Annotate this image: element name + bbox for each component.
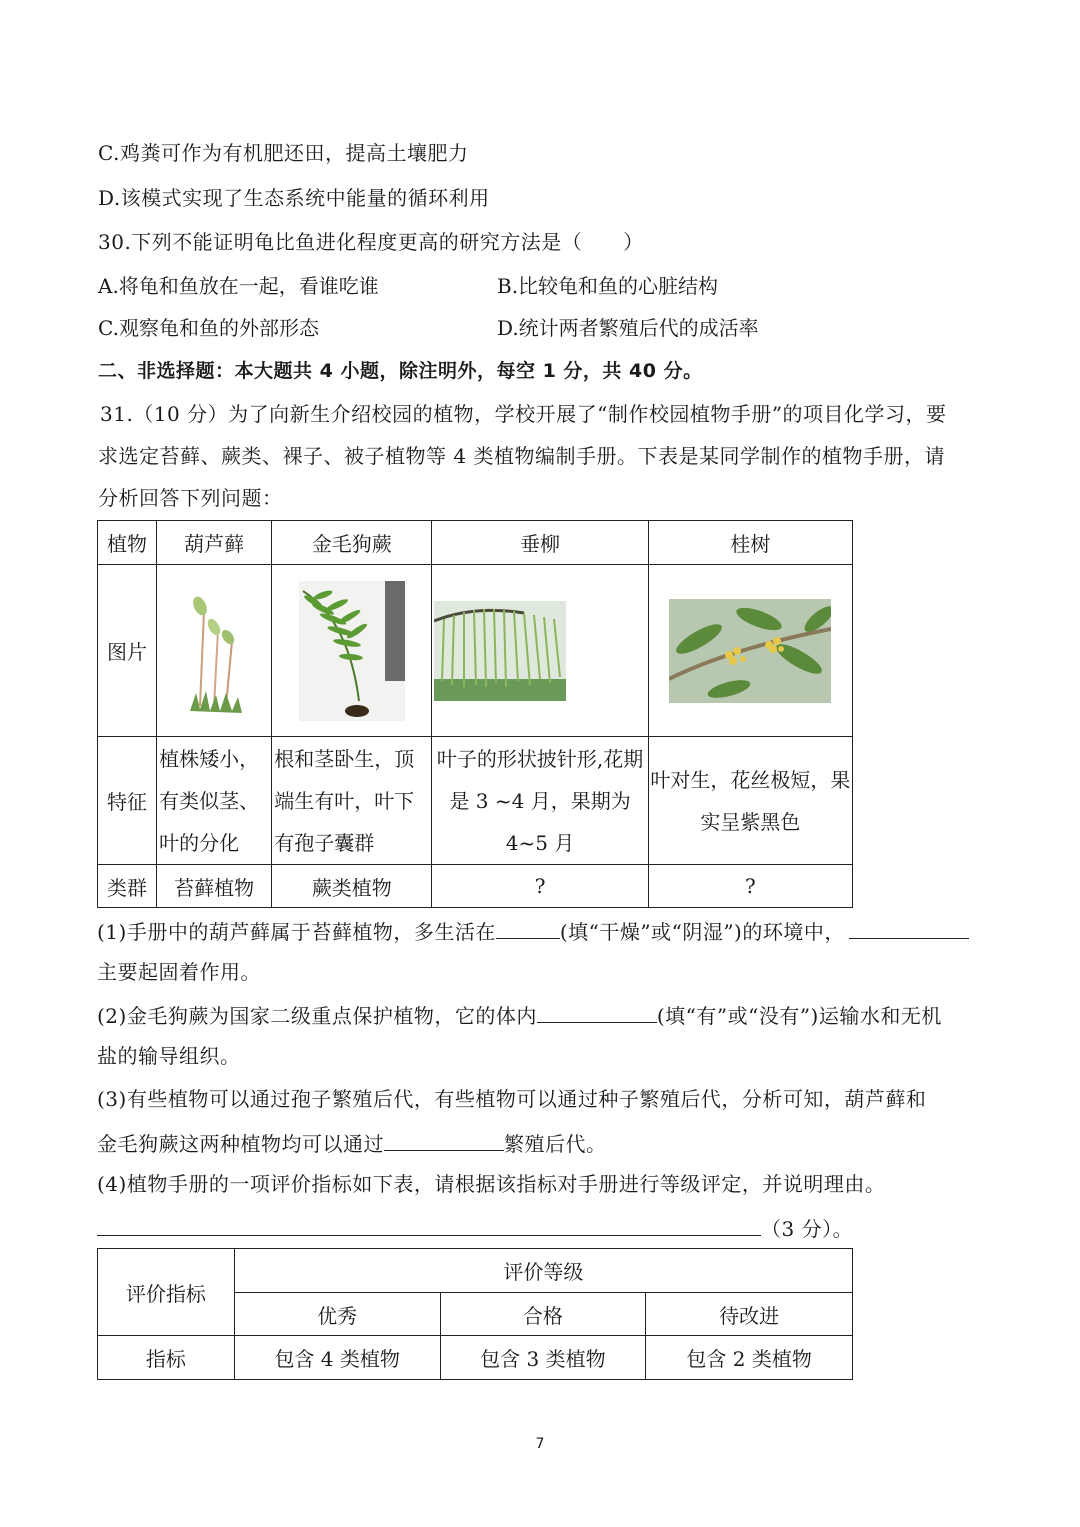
answer-blank-3[interactable] <box>537 1000 657 1023</box>
eval-index-header: 评价指标 <box>98 1249 235 1336</box>
moss-group: 苔藓植物 <box>157 865 272 908</box>
question-31-line2: 求选定苔藓、蕨类、裸子、被子植物等 4 类植物编制手册。下表是某同学制作的植物手册，请 <box>98 444 945 468</box>
row-label-group: 类群 <box>98 865 157 908</box>
sub-question-4-line2: （3 分）。 <box>97 1213 853 1243</box>
plant-handbook-table <box>97 520 853 908</box>
header-fern: 金毛狗蕨 <box>272 521 432 565</box>
header-osmanthus: 桂树 <box>648 521 852 565</box>
q30-option-c: C.观察龟和鱼的外部形态 <box>98 316 319 340</box>
grade-improve: 待改进 <box>646 1293 853 1336</box>
willow-feature: 叶子的形状披针形,花期是 3 ~4 月，果期为 4~5 月 <box>432 737 648 865</box>
fern-feature: 根和茎卧生，顶端生有叶，叶下有孢子囊群 <box>272 737 432 865</box>
answer-blank-4[interactable] <box>384 1128 504 1151</box>
option-c: C.鸡粪可作为有机肥还田，提高土壤肥力 <box>98 141 469 165</box>
answer-blank-1[interactable] <box>496 916 560 939</box>
answer-blank-2[interactable] <box>849 916 969 939</box>
header-willow: 垂柳 <box>432 521 648 565</box>
sub-question-1-line1: (1)手册中的葫芦藓属于苔藓植物，多生活在 (填“干燥”或“阴湿”)的环境中， <box>97 916 969 946</box>
eval-value-pass: 包含 3 类植物 <box>440 1336 646 1380</box>
q30-option-a: A.将龟和鱼放在一起，看谁吃谁 <box>98 274 379 298</box>
evaluation-table <box>97 1248 853 1380</box>
grade-excellent: 优秀 <box>234 1293 440 1336</box>
page-number: 7 <box>535 1436 545 1452</box>
question-30: 30.下列不能证明龟比鱼进化程度更高的研究方法是（ ） <box>98 230 644 254</box>
osmanthus-feature: 叶对生，花丝极短，果实呈紫黑色 <box>648 737 852 865</box>
sub-question-2-line2: 盐的输导组织。 <box>97 1044 241 1068</box>
row-label-picture: 图片 <box>98 565 157 737</box>
sub-question-2-line1: (2)金毛狗蕨为国家二级重点保护植物，它的体内 (填“有”或“没有”)运输水和无机 <box>97 1000 942 1030</box>
sub-question-4-line1: (4)植物手册的一项评价指标如下表，请根据该指标对手册进行等级评定，并说明理由。 <box>97 1172 886 1196</box>
answer-blank-5[interactable] <box>97 1213 761 1236</box>
header-plant: 植物 <box>98 521 157 565</box>
eval-row-label: 指标 <box>98 1336 235 1380</box>
moss-picture <box>157 565 272 737</box>
sub-question-3-line1: (3)有些植物可以通过孢子繁殖后代，有些植物可以通过种子繁殖后代，分析可知，葫芦藓和 <box>97 1087 927 1111</box>
fern-picture <box>272 565 432 737</box>
osmanthus-group: ? <box>648 865 852 908</box>
eval-value-improve: 包含 2 类植物 <box>646 1336 853 1380</box>
sub-question-1-line2: 主要起固着作用。 <box>97 960 261 984</box>
question-31-line1: 31.（10 分）为了向新生介绍校园的植物，学校开展了“制作校园植物手册”的项目化学习，要 <box>100 402 947 426</box>
q30-option-d: D.统计两者繁殖后代的成活率 <box>497 316 759 340</box>
grade-pass: 合格 <box>440 1293 646 1336</box>
section-heading: 二、非选择题：本大题共 4 小题，除注明外，每空 1 分，共 40 分。 <box>98 360 703 382</box>
row-label-feature: 特征 <box>98 737 157 865</box>
eval-value-excellent: 包含 4 类植物 <box>234 1336 440 1380</box>
question-31-line3: 分析回答下列问题： <box>98 486 283 510</box>
header-moss: 葫芦藓 <box>157 521 272 565</box>
q30-option-b: B.比较龟和鱼的心脏结构 <box>497 274 719 298</box>
willow-picture <box>432 565 648 737</box>
osmanthus-picture <box>648 565 852 737</box>
option-d: D.该模式实现了生态系统中能量的循环利用 <box>98 186 490 210</box>
eval-grade-header: 评价等级 <box>234 1249 852 1293</box>
willow-group: ? <box>432 865 648 908</box>
moss-feature: 植株矮小，有类似茎、叶的分化 <box>157 737 272 865</box>
fern-group: 蕨类植物 <box>272 865 432 908</box>
sub-question-3-line2: 金毛狗蕨这两种植物均可以通过 繁殖后代。 <box>97 1128 607 1158</box>
